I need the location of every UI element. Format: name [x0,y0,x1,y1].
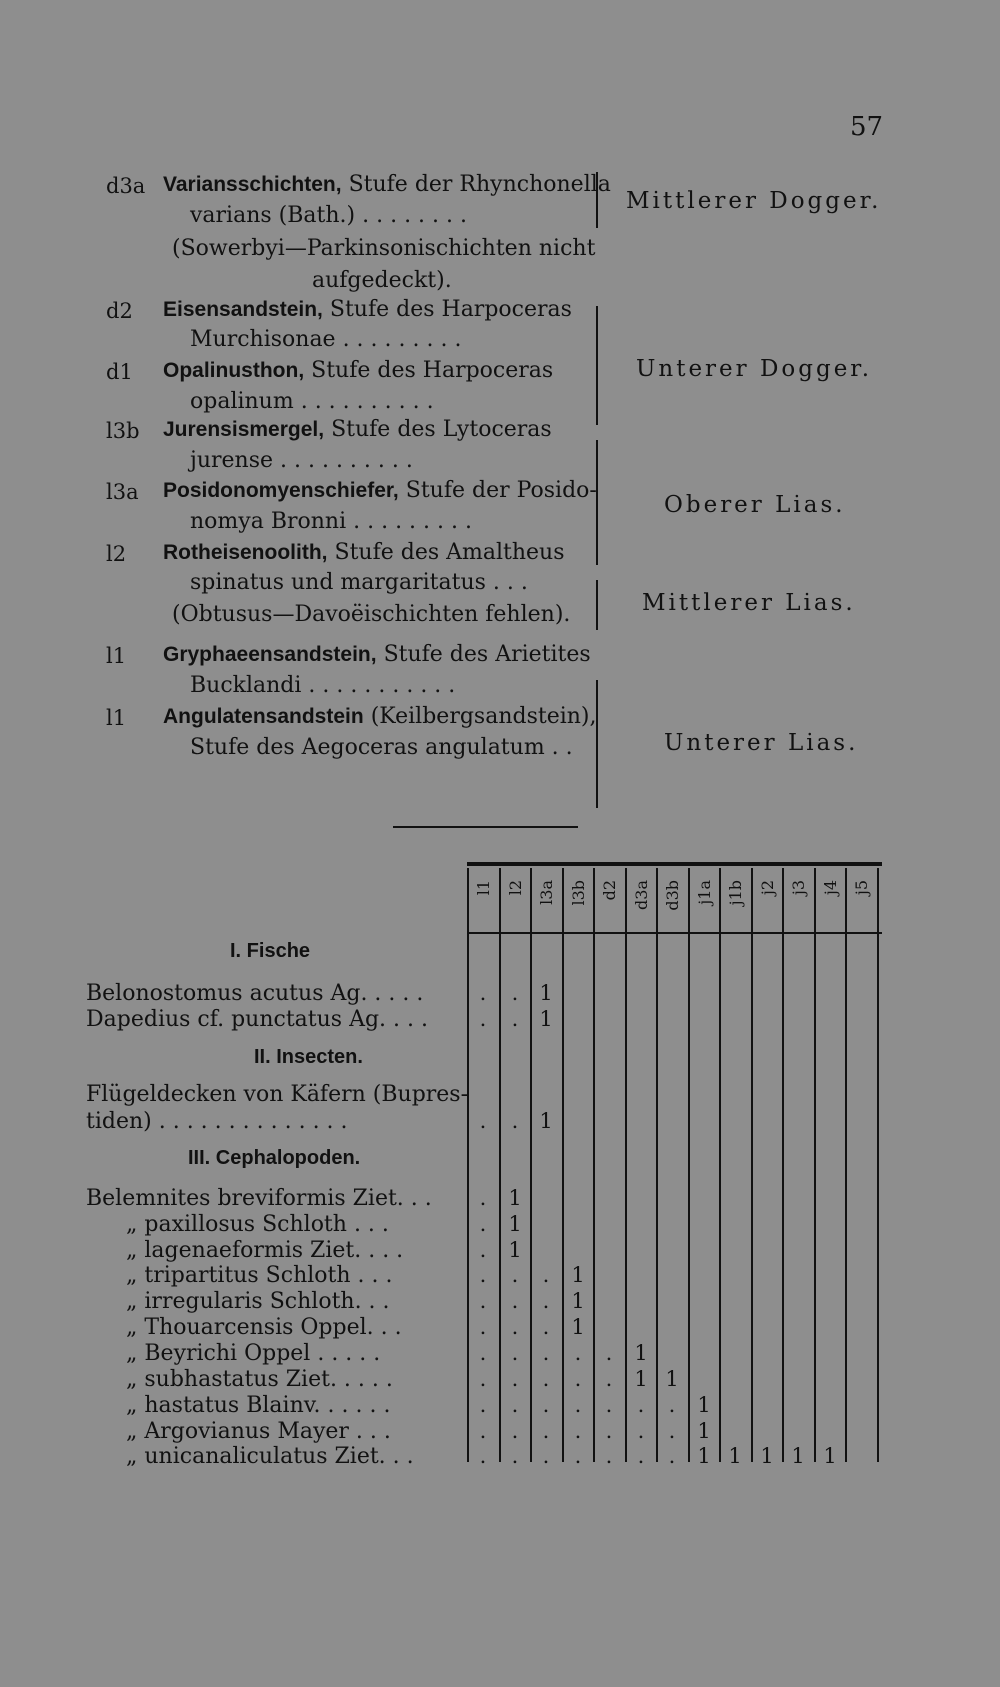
stratum-line: Murchisonae . . . . . . . . . [190,327,462,352]
stratum-line: Stufe des Aegoceras angulatum . . [190,735,573,760]
table-cell: . [574,1419,582,1443]
table-cell: . [479,1444,487,1468]
column-header: j5 [852,880,871,896]
table-cell: 1 [728,1444,742,1468]
column-header: j1a [695,880,714,905]
column-header: j4 [821,880,840,896]
table-cell: . [511,981,519,1005]
table-column-line [877,868,879,1462]
stratum-name: Jurensismergel, [163,418,325,441]
table-cell: . [511,1367,519,1391]
table-cell: . [637,1393,645,1417]
stage-name: Unterer Dogger. [636,356,873,382]
table-column-line [530,868,532,1462]
table-cell: . [479,1186,487,1210]
table-cell: . [605,1419,613,1443]
table-cell: 1 [539,1109,553,1133]
table-cell: . [542,1341,550,1365]
column-header: d2 [600,880,619,901]
section-title: III. Cephalopoden. [188,1147,361,1169]
table-cell: 1 [634,1341,648,1365]
section-title: I. Fische [230,940,311,962]
table-cell: . [479,1367,487,1391]
stratum-line: Bucklandi . . . . . . . . . . . [190,673,456,698]
stratum-line: opalinum . . . . . . . . . . [190,389,434,414]
table-row-label: „ tripartitus Schloth . . . [126,1263,393,1288]
stratum-code: l1 [106,644,127,668]
table-top-rule [467,862,882,866]
table-row-label: „ unicanaliculatus Ziet. . . [126,1444,414,1469]
stratum-line: spinatus und margaritatus . . . [190,570,528,595]
stratum-line: aufgedeckt). [312,268,452,293]
stratum-line [163,704,597,729]
table-cell: . [511,1393,519,1417]
stratum-description: (Keilbergsandstein), [363,704,597,729]
stratum-code: d3a [106,174,146,198]
stage-bracket [590,440,598,565]
table-column-line [467,868,469,1462]
table-cell: . [542,1444,550,1468]
table-cell: . [574,1444,582,1468]
table-row-label: Belemnites breviformis Ziet. . . [86,1186,432,1211]
table-row-label: tiden) . . . . . . . . . . . . . . [86,1109,348,1134]
stratum-description: Stufe des Harpoceras [304,358,554,383]
stratum-name: Opalinusthon, [163,359,305,382]
stratum-line [163,297,572,322]
table-cell: . [479,1341,487,1365]
table-row-label: „ paxillosus Schloth . . . [126,1212,389,1237]
table-cell: 1 [508,1238,522,1262]
table-column-line [688,868,690,1462]
table-cell: 1 [539,1007,553,1031]
stratum-line [163,172,611,197]
table-cell: . [511,1007,519,1031]
table-cell: . [479,1315,487,1339]
stage-bracket [590,580,598,630]
table-row-label: Dapedius cf. punctatus Ag. . . . [86,1007,429,1032]
table-cell: 1 [760,1444,774,1468]
stratum-name: Eisensandstein, [163,298,323,321]
stage-bracket [590,306,598,425]
table-column-line [751,868,753,1462]
table-cell: . [637,1444,645,1468]
table-cell: . [605,1367,613,1391]
table-cell: 1 [697,1393,711,1417]
table-cell: 1 [539,981,553,1005]
table-cell: . [479,1109,487,1133]
stage-name: Mittlerer Dogger. [626,188,882,214]
table-cell: 1 [665,1367,679,1391]
page-number: 57 [850,112,884,142]
table-cell: . [479,981,487,1005]
table-cell: . [542,1419,550,1443]
table-cell: . [511,1341,519,1365]
table-cell: . [668,1444,676,1468]
stratum-code: l3b [106,419,140,443]
stratum-code: d1 [106,360,133,384]
section-title: II. Insecten. [254,1046,363,1068]
table-cell: 1 [508,1186,522,1210]
table-cell: 1 [697,1444,711,1468]
stratum-name: Posidonomyenschiefer, [163,479,399,502]
table-cell: . [574,1341,582,1365]
table-cell: 1 [823,1444,837,1468]
stage-bracket [590,680,598,808]
table-row-label: „ lagenaeformis Ziet. . . . [126,1238,404,1263]
stratum-description: Stufe des Harpoceras [322,297,572,322]
table-cell: 1 [571,1289,585,1313]
column-header: l3a [537,880,556,905]
stratum-code: l2 [106,542,127,566]
table-row-label: Flügeldecken von Käfern (Bupres- [86,1082,469,1107]
stratum-line [163,478,597,503]
table-cell: 1 [697,1419,711,1443]
table-cell: . [479,1393,487,1417]
table-cell: . [479,1238,487,1262]
stratum-description: Stufe des Amaltheus [327,540,565,565]
stratum-code: l1 [106,706,127,730]
stratum-description: Stufe des Lytoceras [324,417,552,442]
stratum-line: (Sowerbyi—Parkinsonischichten nicht [172,236,596,261]
column-header: l3b [569,880,588,906]
table-column-line [814,868,816,1462]
table-cell: . [574,1367,582,1391]
stratum-line: nomya Bronni . . . . . . . . . [190,509,472,534]
column-header: j3 [789,880,808,896]
table-cell: 1 [791,1444,805,1468]
table-cell: 1 [571,1315,585,1339]
stratum-name: Gryphaeensandstein, [163,643,377,666]
stratum-name: Angulatensandstein [163,705,364,728]
table-cell: . [511,1444,519,1468]
stratum-name: Variansschichten, [163,173,342,196]
table-cell: . [605,1393,613,1417]
stratum-line: (Obtusus—Davoëischichten fehlen). [172,602,571,627]
table-cell: . [511,1263,519,1287]
column-header: d3b [663,880,682,911]
table-column-line [845,868,847,1462]
table-cell: . [668,1393,676,1417]
stratum-line: jurense . . . . . . . . . . [190,448,413,473]
table-cell: . [637,1419,645,1443]
table-cell: . [479,1419,487,1443]
table-cell: 1 [571,1263,585,1287]
table-cell: 1 [634,1367,648,1391]
separator-rule [393,826,578,828]
table-column-line [782,868,784,1462]
table-column-line [499,868,501,1462]
stratum-description: Stufe der Posido- [398,478,597,503]
stage-name: Mittlerer Lias. [642,590,856,616]
table-cell: . [511,1315,519,1339]
stage-name: Unterer Lias. [664,730,859,756]
table-cell: . [479,1212,487,1236]
table-cell: . [511,1289,519,1313]
table-cell: . [479,1263,487,1287]
table-row-label: „ subhastatus Ziet. . . . . [126,1367,393,1392]
stage-bracket [590,172,598,228]
table-row-label: „ irregularis Schloth. . . [126,1289,390,1314]
stage-name: Oberer Lias. [664,492,846,518]
table-cell: . [542,1289,550,1313]
stratum-line [163,540,565,565]
table-row-label: „ Argovianus Mayer . . . [126,1419,391,1444]
column-header: j2 [758,880,777,896]
table-cell: . [542,1263,550,1287]
table-column-line [719,868,721,1462]
stratum-line [163,417,552,442]
column-header: l1 [474,880,493,896]
table-row-label: „ Beyrichi Oppel . . . . . [126,1341,381,1366]
table-cell: . [542,1367,550,1391]
table-cell: . [574,1393,582,1417]
column-header: l2 [506,880,525,896]
table-cell: . [511,1109,519,1133]
table-row-label: „ hastatus Blainv. . . . . . [126,1393,391,1418]
table-row-label: Belonostomus acutus Ag. . . . . [86,981,424,1006]
stratum-name: Rotheisenoolith, [163,541,328,564]
table-cell: . [479,1289,487,1313]
table-cell: . [605,1341,613,1365]
table-cell: . [542,1393,550,1417]
table-column-line [656,868,658,1462]
table-cell: . [511,1419,519,1443]
stratum-line [163,642,591,667]
table-row-label: „ Thouarcensis Oppel. . . [126,1315,402,1340]
table-cell: . [605,1444,613,1468]
stratum-code: l3a [106,480,139,504]
stratum-code: d2 [106,299,133,323]
table-column-line [562,868,564,1462]
stratum-description: Stufe des Arietites [376,642,591,667]
column-header: d3a [632,880,651,910]
table-cell: . [668,1419,676,1443]
table-column-line [593,868,595,1462]
stratum-line [163,358,553,383]
table-cell: 1 [508,1212,522,1236]
stratum-description: Stufe der Rhynchonella [341,172,611,197]
table-column-line [625,868,627,1462]
stratum-line: varians (Bath.) . . . . . . . . [190,203,468,228]
column-header: j1b [726,880,745,906]
table-cell: . [479,1007,487,1031]
table-cell: . [542,1315,550,1339]
